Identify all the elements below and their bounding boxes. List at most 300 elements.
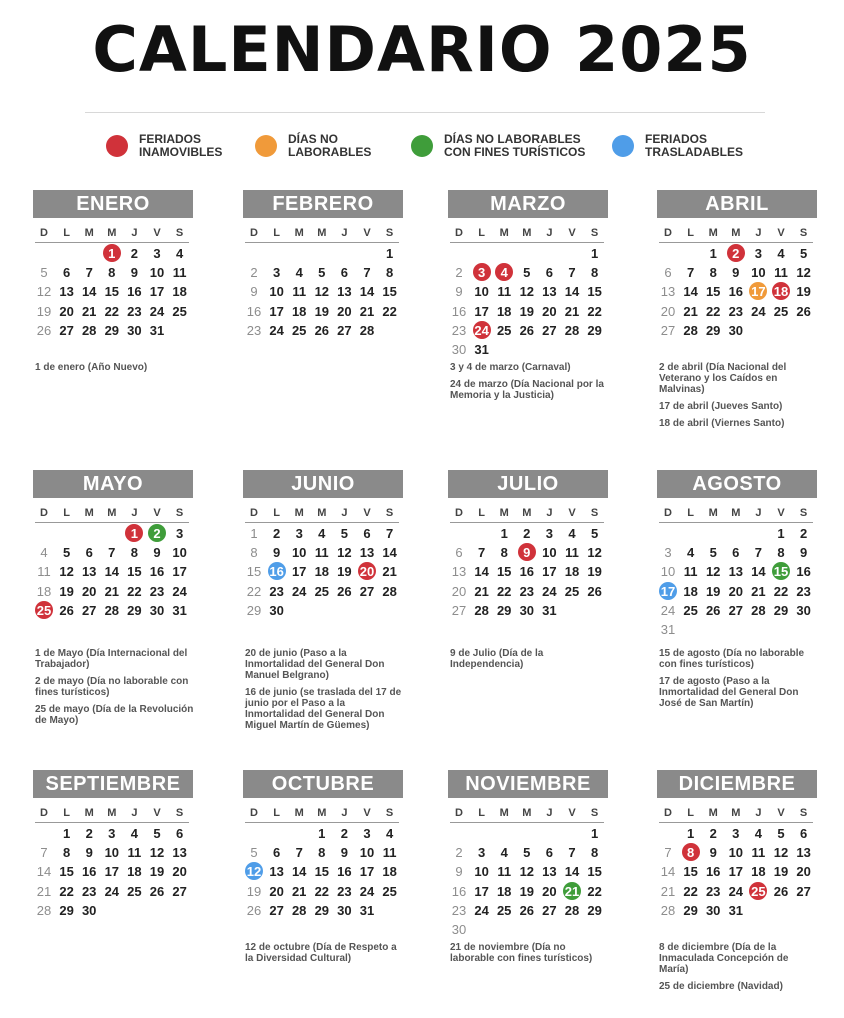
calendar-day: 9 xyxy=(799,545,808,561)
weekday-label: M xyxy=(499,507,509,519)
calendar-day: 4 xyxy=(130,826,138,841)
weekday-label: L xyxy=(63,227,70,239)
month-title: DICIEMBRE xyxy=(657,770,817,798)
calendar-day: 10 xyxy=(474,284,489,300)
calendar-day: 30 xyxy=(451,342,467,357)
holiday-day: 3 xyxy=(471,263,493,282)
weekday-label: M xyxy=(107,227,117,239)
weekday-label: D xyxy=(250,807,258,819)
calendar-day: 4 xyxy=(777,246,785,261)
holiday-day: 25 xyxy=(747,882,769,901)
weekday-rule xyxy=(659,822,813,823)
calendar-day: 13 xyxy=(728,564,744,580)
calendar-day: 11 xyxy=(751,845,766,861)
calendar-day: 11 xyxy=(774,265,788,281)
weekday-rule xyxy=(659,522,813,523)
calendar-day: 23 xyxy=(337,883,352,899)
weekday-label: V xyxy=(363,507,371,519)
calendar-day: 11 xyxy=(497,864,512,880)
legend-dot xyxy=(411,135,433,157)
calendar-day: 11 xyxy=(683,564,698,580)
holiday-day: 9 xyxy=(516,543,538,562)
calendar-day: 26 xyxy=(36,322,52,338)
weekday-label: L xyxy=(273,807,280,819)
calendar-day: 7 xyxy=(85,265,93,281)
calendar-day: 7 xyxy=(385,526,394,541)
calendar-day: 5 xyxy=(523,265,531,281)
calendar-day: 6 xyxy=(85,545,93,561)
calendar-day: 19 xyxy=(59,583,74,599)
calendar-day: 28 xyxy=(382,583,397,599)
calendar-day: 22 xyxy=(104,303,120,319)
calendar-day: 6 xyxy=(455,545,463,561)
calendar-day: 20 xyxy=(59,303,74,319)
calendar-day: 11 xyxy=(127,845,142,861)
month-title: AGOSTO xyxy=(657,470,817,498)
calendar-day: 14 xyxy=(751,564,766,580)
calendar-day: 2 xyxy=(85,826,93,841)
holiday-notes xyxy=(450,942,610,970)
calendar-day: 29 xyxy=(59,902,74,918)
calendar-day: 20 xyxy=(451,583,467,599)
calendar-day: 14 xyxy=(104,564,120,580)
calendar-day: 21 xyxy=(751,583,766,599)
month-title: JULIO xyxy=(448,470,608,498)
weekday-label: J xyxy=(131,227,138,239)
calendar-day: 28 xyxy=(81,322,97,338)
calendar-day: 11 xyxy=(497,284,512,300)
weekday-label: S xyxy=(590,807,599,819)
calendar-day: 5 xyxy=(799,246,808,261)
calendar-day: 16 xyxy=(451,883,467,899)
calendar-day: 19 xyxy=(587,564,602,580)
holiday-notes xyxy=(659,942,819,998)
calendar-day: 12 xyxy=(773,845,789,861)
calendar-day: 17 xyxy=(474,883,489,899)
calendar-day: 15 xyxy=(587,284,602,300)
weekday-label: V xyxy=(568,227,576,239)
month-title: OCTUBRE xyxy=(243,770,403,798)
calendar-day: 21 xyxy=(36,883,52,899)
holiday-note: 17 de abril (Jueves Santo) xyxy=(659,401,783,412)
calendar-day: 5 xyxy=(318,265,326,281)
calendar-day: 4 xyxy=(754,826,762,841)
month-title: MARZO xyxy=(448,190,608,218)
holiday-note: 3 y 4 de marzo (Carnaval) xyxy=(450,362,571,373)
calendar-day: 21 xyxy=(81,303,97,319)
calendar-day: 17 xyxy=(542,564,557,580)
calendar-day: 16 xyxy=(127,284,142,300)
calendar-day: 22 xyxy=(314,883,330,899)
calendar-day: 3 xyxy=(153,246,161,261)
calendar-day: 24 xyxy=(149,303,165,319)
weekday-label: M xyxy=(522,807,532,819)
calendar-day: 30 xyxy=(127,322,142,338)
calendar-day: 19 xyxy=(36,303,52,319)
calendar-day: 22 xyxy=(683,883,698,899)
calendar-day: 30 xyxy=(269,602,284,618)
calendar-day: 6 xyxy=(664,265,672,281)
weekday-label: M xyxy=(84,227,94,239)
calendar-day: 16 xyxy=(728,284,744,300)
calendar-day: 14 xyxy=(382,545,397,561)
calendar-day: 8 xyxy=(590,265,599,281)
calendar-day: 23 xyxy=(451,902,467,918)
calendar-day: 18 xyxy=(751,864,766,880)
calendar-day: 29 xyxy=(314,902,330,918)
calendar-day: 23 xyxy=(728,303,744,319)
calendar-day: 9 xyxy=(340,845,348,861)
weekday-label: V xyxy=(153,807,161,819)
month-title: ENERO xyxy=(33,190,193,218)
calendar-day: 27 xyxy=(81,602,97,618)
calendar-day: 4 xyxy=(175,246,184,261)
holiday-note: 25 de diciembre (Navidad) xyxy=(659,981,783,992)
weekday-label: D xyxy=(40,807,48,819)
month-title: MAYO xyxy=(33,470,193,498)
calendar-day: 13 xyxy=(451,564,467,580)
calendar-day: 20 xyxy=(728,583,744,599)
calendar-day: 18 xyxy=(127,864,142,880)
calendar-day: 21 xyxy=(359,303,375,319)
calendar-day: 10 xyxy=(660,564,676,580)
calendar-day: 24 xyxy=(751,303,766,319)
calendar-day: 20 xyxy=(542,883,557,899)
calendar-day: 3 xyxy=(295,526,303,541)
calendar-day: 27 xyxy=(660,322,676,338)
calendar-day: 6 xyxy=(272,845,281,861)
calendar-day: 10 xyxy=(751,265,766,281)
calendar-day: 5 xyxy=(40,265,48,281)
calendar-day: 22 xyxy=(127,583,142,599)
calendar-day: 31 xyxy=(542,602,557,618)
calendar-day: 7 xyxy=(477,545,486,561)
calendar-day: 28 xyxy=(474,602,489,618)
calendar-day: 10 xyxy=(269,284,284,300)
calendar-day: 23 xyxy=(127,303,142,319)
calendar-day: 30 xyxy=(728,322,744,338)
calendar-day: 28 xyxy=(751,602,766,618)
calendar-day: 10 xyxy=(291,545,307,561)
legend-label: CON FINES TURÍSTICOS xyxy=(444,145,586,159)
calendar-day: 10 xyxy=(728,845,744,861)
weekday-label: M xyxy=(317,507,327,519)
calendar-day: 9 xyxy=(709,845,717,861)
calendar-day: 15 xyxy=(127,564,142,580)
calendar-day: 2 xyxy=(799,526,808,541)
calendar-day: 18 xyxy=(496,883,512,899)
holiday-day: 16 xyxy=(266,562,288,581)
calendar-day: 11 xyxy=(565,545,579,561)
weekday-label: M xyxy=(317,807,327,819)
weekday-label: V xyxy=(777,227,785,239)
weekday-label: S xyxy=(385,807,394,819)
calendar-day: 3 xyxy=(664,545,672,561)
weekday-label: L xyxy=(687,807,694,819)
weekday-label: D xyxy=(664,227,672,239)
calendar-day: 27 xyxy=(796,883,811,899)
calendar-day: 15 xyxy=(246,564,262,580)
weekday-rule xyxy=(35,822,189,823)
legend-label: INAMOVIBLES xyxy=(139,145,223,159)
calendar-day: 12 xyxy=(337,545,352,561)
calendar-day: 12 xyxy=(705,564,721,580)
calendar-day: 15 xyxy=(104,284,120,300)
calendar-day: 17 xyxy=(474,303,489,319)
calendar-day: 17 xyxy=(291,564,307,580)
weekday-label: J xyxy=(131,807,138,819)
calendar-day: 15 xyxy=(496,564,512,580)
weekday-label: M xyxy=(708,507,718,519)
calendar-day: 19 xyxy=(773,864,789,880)
holiday-notes xyxy=(659,648,819,715)
calendar-day: 27 xyxy=(59,322,74,338)
calendar-day: 8 xyxy=(318,845,326,861)
calendar-day: 26 xyxy=(246,902,262,918)
holiday-notes xyxy=(245,942,405,970)
weekday-label: J xyxy=(755,227,762,239)
calendar-day: 26 xyxy=(337,583,352,599)
weekday-label: J xyxy=(341,507,348,519)
calendar-day: 8 xyxy=(250,545,258,561)
calendar-day: 22 xyxy=(59,883,74,899)
weekday-label: S xyxy=(799,807,808,819)
weekday-label: J xyxy=(131,507,138,519)
calendar-day: 16 xyxy=(246,303,262,319)
holiday-note: 2 de abril (Día Nacional del Veterano y los Caídos en Malvinas) xyxy=(659,362,787,395)
calendar-day: 1 xyxy=(777,526,785,541)
weekday-label: M xyxy=(107,807,117,819)
weekday-label: D xyxy=(455,227,463,239)
weekday-label: S xyxy=(799,507,808,519)
weekday-label: L xyxy=(273,227,280,239)
calendar-day: 11 xyxy=(292,284,307,300)
calendar-day: 11 xyxy=(382,845,397,861)
calendar-day: 31 xyxy=(149,322,165,338)
calendar-day: 14 xyxy=(36,864,52,880)
weekday-label: J xyxy=(341,807,348,819)
holiday-notes xyxy=(245,648,405,737)
weekday-label: J xyxy=(546,807,553,819)
calendar-day: 2 xyxy=(709,826,717,841)
weekday-label: M xyxy=(107,507,117,519)
calendar-day: 22 xyxy=(705,303,721,319)
calendar-day: 28 xyxy=(564,322,580,338)
weekday-label: S xyxy=(385,507,394,519)
calendar-day: 14 xyxy=(359,284,375,300)
calendar-day: 12 xyxy=(796,265,811,281)
calendar-day: 28 xyxy=(359,322,375,338)
calendar-day: 5 xyxy=(153,826,161,841)
calendar-day: 27 xyxy=(542,322,557,338)
calendar-day: 4 xyxy=(295,265,303,281)
holiday-day: 20 xyxy=(356,562,378,581)
calendar-day: 8 xyxy=(777,545,785,561)
month-title: FEBRERO xyxy=(243,190,403,218)
weekday-label: D xyxy=(40,507,48,519)
holiday-note: 1 de Mayo (Día Internacional del Trabajador) xyxy=(35,648,188,670)
calendar-day: 15 xyxy=(587,864,602,880)
holiday-note: 25 de mayo (Día de la Revolución de Mayo) xyxy=(35,704,194,726)
weekday-rule xyxy=(450,822,604,823)
calendar-day: 6 xyxy=(175,826,184,841)
calendar-day: 19 xyxy=(796,284,811,300)
calendar-day: 10 xyxy=(104,845,120,861)
weekday-label: L xyxy=(478,807,485,819)
holiday-day: 17 xyxy=(657,582,679,601)
calendar-day: 1 xyxy=(686,826,695,841)
calendar-day: 13 xyxy=(796,845,811,861)
calendar-day: 10 xyxy=(359,845,375,861)
legend-label: FERIADOS xyxy=(645,132,708,146)
holiday-note: 1 de enero (Año Nuevo) xyxy=(35,362,148,373)
holiday-day: 24 xyxy=(471,321,493,340)
calendar-day: 8 xyxy=(709,265,717,281)
calendar-day: 8 xyxy=(108,265,116,281)
weekday-label: J xyxy=(755,507,762,519)
calendar-day: 14 xyxy=(683,284,698,300)
calendar-day: 29 xyxy=(496,602,512,618)
weekday-label: S xyxy=(385,227,394,239)
calendar-day: 7 xyxy=(363,265,371,281)
weekday-label: S xyxy=(175,507,184,519)
weekday-label: M xyxy=(731,227,741,239)
calendar-day: 24 xyxy=(291,583,307,599)
calendar-day: 4 xyxy=(568,526,576,541)
calendar-day: 4 xyxy=(385,826,394,841)
legend xyxy=(0,133,844,173)
calendar-day: 21 xyxy=(564,303,580,319)
calendar-day: 19 xyxy=(314,303,330,319)
calendar-day: 28 xyxy=(36,902,52,918)
holiday-notes xyxy=(35,362,195,379)
calendar-day: 12 xyxy=(587,545,602,561)
month-title: NOVIEMBRE xyxy=(448,770,608,798)
calendar-day: 25 xyxy=(172,303,187,319)
page-title: CALENDARIO 2025 xyxy=(92,13,752,86)
calendar-day: 12 xyxy=(59,564,74,580)
weekday-label: V xyxy=(153,227,161,239)
calendar-day: 10 xyxy=(542,545,557,561)
calendar-day: 25 xyxy=(127,883,142,899)
calendar-day: 21 xyxy=(104,583,120,599)
calendar-day: 12 xyxy=(519,284,535,300)
calendar-day: 30 xyxy=(451,922,467,937)
calendar-day: 23 xyxy=(149,583,165,599)
weekday-label: M xyxy=(294,507,304,519)
calendar-day: 14 xyxy=(564,864,580,880)
weekday-label: M xyxy=(84,507,94,519)
weekday-label: D xyxy=(250,227,258,239)
weekday-label: J xyxy=(546,227,553,239)
calendar-day: 7 xyxy=(568,845,576,861)
calendar-day: 24 xyxy=(660,602,676,618)
weekday-label: L xyxy=(687,507,694,519)
calendar-day: 8 xyxy=(590,845,599,861)
legend-label: FERIADOS xyxy=(139,132,202,146)
calendar-day: 16 xyxy=(705,864,721,880)
legend-dot xyxy=(106,135,128,157)
calendar-day: 1 xyxy=(385,246,394,261)
calendar-day: 26 xyxy=(59,602,74,618)
calendar-day: 1 xyxy=(62,826,71,841)
calendar-day: 20 xyxy=(172,864,187,880)
calendar-day: 6 xyxy=(545,845,553,861)
calendar-day: 18 xyxy=(36,583,52,599)
calendar-day: 26 xyxy=(149,883,165,899)
weekday-label: J xyxy=(546,507,553,519)
calendar-day: 14 xyxy=(660,864,676,880)
weekday-label: S xyxy=(590,507,599,519)
calendar-day: 7 xyxy=(295,845,303,861)
calendar-day: 24 xyxy=(474,902,489,918)
weekday-label: M xyxy=(499,227,509,239)
calendar-day: 24 xyxy=(104,883,120,899)
calendar-day: 16 xyxy=(337,864,352,880)
weekday-label: V xyxy=(363,227,371,239)
calendar-day: 26 xyxy=(773,883,789,899)
calendar-day: 23 xyxy=(519,583,535,599)
weekday-rule xyxy=(659,242,813,243)
calendar-day: 17 xyxy=(359,864,375,880)
calendar-day: 22 xyxy=(587,883,602,899)
calendar-day: 3 xyxy=(754,246,762,261)
calendar-day: 18 xyxy=(314,564,330,580)
holiday-day: 2 xyxy=(146,524,168,543)
calendar-day: 21 xyxy=(474,583,489,599)
calendar-day: 22 xyxy=(496,583,512,599)
calendar-day: 23 xyxy=(269,583,284,599)
weekday-label: D xyxy=(455,807,463,819)
calendar-day: 3 xyxy=(108,826,116,841)
weekday-rule xyxy=(450,242,604,243)
calendar-day: 31 xyxy=(359,902,375,918)
weekday-label: V xyxy=(777,807,785,819)
calendar-day: 12 xyxy=(314,284,330,300)
weekday-label: M xyxy=(317,227,327,239)
calendar-day: 13 xyxy=(359,545,375,561)
calendar-day: 20 xyxy=(796,864,811,880)
calendar-day: 26 xyxy=(314,322,330,338)
calendar-day: 28 xyxy=(104,602,120,618)
month-title: ABRIL xyxy=(657,190,817,218)
holiday-day: 18 xyxy=(770,282,792,301)
calendar-day: 25 xyxy=(773,303,789,319)
calendar-day: 7 xyxy=(664,845,672,861)
holiday-notes xyxy=(450,362,610,407)
calendar-day: 20 xyxy=(269,883,284,899)
calendar-day: 21 xyxy=(683,303,698,319)
weekday-label: V xyxy=(568,807,576,819)
calendar-day: 18 xyxy=(496,303,512,319)
calendar-day: 12 xyxy=(36,284,52,300)
calendar-day: 4 xyxy=(500,845,508,861)
calendar-day: 5 xyxy=(250,845,258,861)
weekday-label: V xyxy=(153,507,161,519)
calendar-day: 25 xyxy=(496,322,512,338)
calendar-day: 3 xyxy=(545,526,553,541)
weekday-label: M xyxy=(708,807,718,819)
calendar-day: 2 xyxy=(250,265,258,281)
calendar-day: 11 xyxy=(37,564,51,580)
calendar-day: 21 xyxy=(660,883,676,899)
calendar-day: 22 xyxy=(382,303,397,319)
calendar-day: 27 xyxy=(542,902,557,918)
calendar-day: 17 xyxy=(149,284,165,300)
weekday-label: L xyxy=(478,227,485,239)
calendar-day: 1 xyxy=(590,826,599,841)
calendar-day: 20 xyxy=(542,303,557,319)
